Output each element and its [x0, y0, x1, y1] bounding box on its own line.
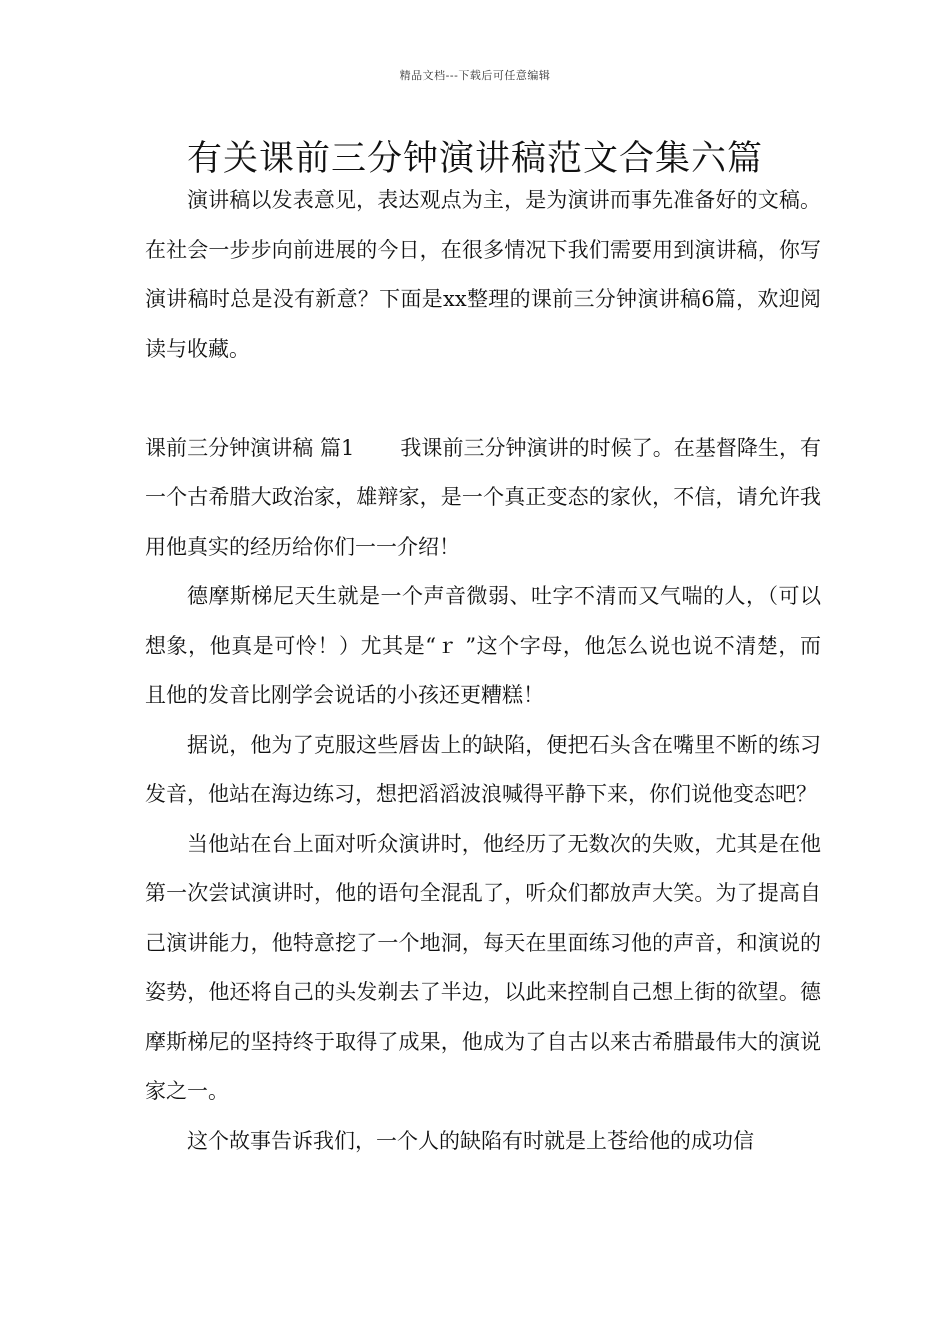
body-paragraph: 这个故事告诉我们，一个人的缺陷有时就是上苍给他的成功信	[187, 1128, 754, 1153]
body-paragraph: 当他站在台上面对听众演讲时，他经历了无数次的失败，尤其是在他第一次尝试演讲时，他的语句全混乱了，听众们都放声大笑。为了提高自己演讲能力，他特意挖了一个地洞，每天在里面练习他的声音，和演说的姿势，他还将自己的头发剃去了半边，以此来控制自己想上街的欲望。德摩斯梯尼的坚持终于取得了成果，他成为了自古以来古希腊最伟大的演说家之一。	[145, 831, 821, 1103]
section-1-heading: 课前三分钟演讲稿 篇1	[145, 435, 355, 460]
document-body	[145, 176, 821, 1166]
header-note: 精品文档---下载后可任意编辑	[399, 69, 551, 82]
section-1-paragraph	[145, 424, 821, 573]
paragraph-spacer	[145, 374, 821, 424]
section-1-text: 我课前三分钟演讲的时候了。在基督降生，有一个古希腊大政治家，雄辩家，是一个真正变态的家伙，不信，请允许我用他真实的经历给你们一一介绍！	[145, 435, 821, 559]
body-paragraph: 据说，他为了克服这些唇齿上的缺陷，便把石头含在嘴里不断的练习发音，他站在海边练习，想把滔滔波浪喊得平静下来，你们说他变态吧？	[145, 732, 821, 806]
body-paragraph: 德摩斯梯尼天生就是一个声音微弱、吐字不清而又气喘的人，（可以想象，他真是可怜！）尤其是“ｒ ”这个字母，他怎么说也说不清楚，而且他的发音比刚学会说话的小孩还更糟糕！	[145, 584, 821, 707]
document-title: 有关课前三分钟演讲稿范文合集六篇	[186, 139, 763, 179]
intro-paragraph: 演讲稿以发表意见，表达观点为主，是为演讲而事先准备好的文稿。在社会一步步向前进展的今日，在很多情况下我们需要用到演讲稿，你写演讲稿时总是没有新意？下面是xx整理的课前三分钟演讲稿6篇，欢迎阅读与收藏。	[145, 188, 821, 361]
